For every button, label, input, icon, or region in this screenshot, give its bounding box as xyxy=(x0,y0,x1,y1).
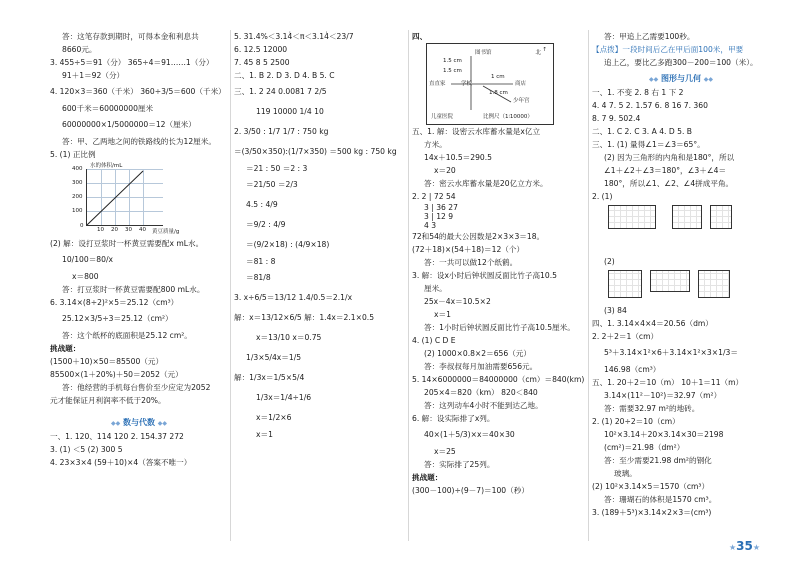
grid-drawings xyxy=(592,268,770,304)
text-line: 3. 455÷5＝91（分） 365÷4＝91……1（分） xyxy=(50,58,214,67)
text-line: (2) 10²×3.14×5＝1570（cm³） xyxy=(592,482,710,491)
text-line: 玻璃。 xyxy=(614,469,637,478)
text-line: 追上乙，要比乙多跑300－200＝100（米）。 xyxy=(604,58,758,67)
chart-y-tick: 100 xyxy=(72,208,83,214)
text-line: 三、1. 2 24 0.0081 7 2/5 xyxy=(234,87,327,96)
map-lines xyxy=(427,44,553,124)
map-distance: 1.5 cm xyxy=(443,58,462,64)
text-line: x＝1 xyxy=(256,430,273,439)
text-line: x＝20 xyxy=(434,166,456,175)
map-distance: 1.8 cm xyxy=(489,90,508,96)
text-line: ＝21 : 50 ＝2 : 3 xyxy=(246,164,308,173)
answer-column-2 xyxy=(234,30,404,441)
text-line: x＝13/10 x＝0.75 xyxy=(256,333,322,342)
proportion-line xyxy=(87,169,163,225)
text-line: 3. x÷6/5＝13/12 1.4/0.5＝2.1/x xyxy=(234,293,353,302)
text-line: 3. (189＋5³)×3.14×2×3＝(cm³) xyxy=(592,508,712,517)
text-line: 答：至少需要21.98 dm²的钢化 xyxy=(604,456,712,465)
text-line: 4 3 xyxy=(424,221,437,230)
text-line: 3. (1) ＜5 (2) 300 5 xyxy=(50,445,123,454)
text-line: 解：x＝13/12×6/5 解：1.4x＝2.1×0.5 xyxy=(234,313,375,322)
text-line: 25.12×3/5÷3＝25.12（cm²） xyxy=(62,314,173,323)
section-number: 四、 xyxy=(412,32,428,41)
text-line: 五、1. 解：设密云水库蓄水量是x亿立 xyxy=(412,127,541,136)
text-line: (300－100)÷(9－7)＝100（秒） xyxy=(412,486,529,495)
chart-x-tick: 30 xyxy=(125,227,132,233)
text-line: 解：1/3x＝1/5×5/4 xyxy=(234,373,305,382)
north-arrow-icon: ↑ xyxy=(542,47,547,53)
section-heading: ◆◆ 图形与几何 ◆◆ xyxy=(648,74,714,83)
chart-x-tick: 20 xyxy=(111,227,118,233)
chart-y-tick: 400 xyxy=(72,166,83,172)
grid-rectangle xyxy=(608,270,642,298)
text-line: 2. 3/50 : 1/7 1/7 : 750 kg xyxy=(234,127,329,136)
text-line: 答：打豆浆时一杯黄豆需要配800 mL水。 xyxy=(62,285,205,294)
grid-drawings xyxy=(592,203,770,255)
text-line: 119 10000 1/4 10 xyxy=(256,107,324,116)
text-line: 5. 31.4%＜3.14̇＜π＜3.14̇＜23/7 xyxy=(234,32,354,41)
text-line: 答：他经营的手机每台售价至少应定为2052 xyxy=(62,383,211,392)
text-line: 2. 2＋2＝1（cm） xyxy=(592,332,659,341)
challenge-label: 挑战题： xyxy=(412,473,443,482)
text-line: 二、1. B 2. D 3. D 4. B 5. C xyxy=(234,71,335,80)
text-line: 10/100＝80/x xyxy=(62,255,114,264)
text-line: 60000000×1/5000000＝12（厘米） xyxy=(62,120,196,129)
text-line: 3. 解：设x小时后钟状圆反面比竹子高10.5 xyxy=(412,271,557,280)
text-line: 2. (1) xyxy=(592,192,613,201)
text-line: 5. (1) 正比例 xyxy=(50,150,96,159)
text-line: 三、1. (1) 量得∠1＝∠3＝65°。 xyxy=(592,140,705,149)
text-line: 4.5 : 4/9 xyxy=(246,200,278,209)
text-line: 答：密云水库蓄水量是20亿立方米。 xyxy=(424,179,548,188)
text-line: ＝(3/50×350):(1/7×350) ＝500 kg : 750 kg xyxy=(234,147,397,156)
text-line: 7. 45 8 5 2500 xyxy=(234,58,290,67)
text-line: 180°，所以∠1、∠2、∠4拼成平角。 xyxy=(604,179,734,188)
map-label-north: 北 xyxy=(535,50,541,56)
text-line: 6. 12.5 12000 xyxy=(234,45,288,54)
text-line: 元才能保证月利润率不低于20%。 xyxy=(50,396,166,405)
text-line: ＝81 : 8 xyxy=(246,257,276,266)
text-line: x＝800 xyxy=(72,272,99,281)
map-label-store: 商店 xyxy=(515,81,527,87)
section-heading: ◆◆ 数与代数 ◆◆ xyxy=(110,418,168,427)
text-line: 2. (1) 20÷2＝10（cm） xyxy=(592,417,680,426)
answer-column-1 xyxy=(50,30,228,469)
text-line: (3) 84 xyxy=(604,306,627,315)
text-line: 3 | 36 27 xyxy=(424,203,458,212)
challenge-label: 挑战题： xyxy=(50,344,81,353)
chart-y-axis-label: 水的体积/mL xyxy=(90,163,123,169)
text-line: ＝9/2 : 4/9 xyxy=(246,220,286,229)
text-line: (72＋18)×(54＋18)＝12（个） xyxy=(412,245,525,254)
proportion-line-chart xyxy=(64,161,184,237)
text-line: x＝1 xyxy=(434,310,451,319)
text-line: 8. 7 9. 502.4 xyxy=(592,114,641,123)
text-line: 4. 4 7. 5 2. 1.57 6. 8 16 7. 360 xyxy=(592,101,708,110)
grid-rectangle xyxy=(698,270,730,298)
text-line: (1500＋10)×50＝85500（元） xyxy=(50,357,164,366)
text-line: 8660元。 xyxy=(62,45,97,54)
text-line: ＝81/8 xyxy=(246,273,271,282)
map-label-youth-palace: 少年宫 xyxy=(513,98,530,104)
text-line: 3.14×(11²－10²)＝32.97（m²） xyxy=(604,391,722,400)
text-line: 一、1. 不变 2. 8 右 1 下 2 xyxy=(592,88,684,97)
grid-rectangle xyxy=(608,205,656,229)
text-line: ＝21/50 ＝2/3 xyxy=(246,180,298,189)
chart-x-tick: 10 xyxy=(97,227,104,233)
text-line: 4. 120×3＝360（千米） 360÷3/5＝600（千米） xyxy=(50,87,226,96)
text-line: 答：需要32.97 m²的地砖。 xyxy=(604,404,700,413)
chart-y-tick: 200 xyxy=(72,194,83,200)
text-line: 72和54的最大公因数是2×3×3＝18。 xyxy=(412,232,545,241)
chart-y-tick: 0 xyxy=(80,223,84,229)
text-line: (cm²)＝21.98（dm²） xyxy=(604,443,685,452)
grid-rectangle xyxy=(710,205,732,229)
text-line: 答：珊瑚石的体积是1570 cm³。 xyxy=(604,495,717,504)
text-line: 答：这列动车4小时不能到达乙地。 xyxy=(424,401,543,410)
text-line: 2. 2 | 72 54 xyxy=(412,192,456,201)
answer-column-4 xyxy=(592,30,770,519)
text-line: 4. 23×3×4 (59＋10)×4（答案不唯一） xyxy=(50,458,192,467)
chart-x-axis-label: 黄豆质量/g xyxy=(152,229,180,235)
answer-column-3 xyxy=(412,30,590,497)
text-line: 答：实际排了25列。 xyxy=(424,460,495,469)
text-line: 五、1. 20＋2＝10（m） 10＋1＝11（m） xyxy=(592,378,744,387)
text-line: 5³＋3.14×1²×6＋3.14×1²×3×1/3＝ xyxy=(604,348,738,357)
text-line: 四、1. 3.14×4×4＝20.56（dm） xyxy=(592,319,713,328)
chart-grid xyxy=(86,169,163,226)
text-line: 146.98（cm³） xyxy=(604,365,661,374)
text-line: 厘米。 xyxy=(424,284,447,293)
text-line: 方米。 xyxy=(424,140,447,149)
text-line: (2) 1000×0.8×2＝656（元） xyxy=(424,349,531,358)
text-line: 1/3x＝1/4÷1/6 xyxy=(256,393,312,402)
map-label-school: 学校 xyxy=(461,81,473,87)
text-line: (2) xyxy=(604,257,615,266)
text-line: 3 | 12 9 xyxy=(424,212,454,221)
text-line: 答：这个纸杯的底面积是25.12 cm²。 xyxy=(62,331,192,340)
text-line: 4. (1) C D E xyxy=(412,336,456,345)
text-line: 14x＋10.5＝290.5 xyxy=(424,153,492,162)
text-line: 答：甲追上乙需要100秒。 xyxy=(604,32,695,41)
text-line: 25x－4x＝10.5×2 xyxy=(424,297,491,306)
map-label-hospital: 儿童医院 xyxy=(431,114,454,120)
text-line: 5. 14×6000000＝84000000（cm）＝840(km) xyxy=(412,375,585,384)
text-line: 二、1. C 2. C 3. A 4. D 5. B xyxy=(592,127,692,136)
text-line: 答：一共可以做12个纸鹤。 xyxy=(424,258,518,267)
text-line: 答：1小时后钟状圆反面比竹子高10.5厘米。 xyxy=(424,323,575,332)
page-number: ★35★ xyxy=(728,539,760,553)
location-map xyxy=(426,43,554,125)
text-line: 一、1. 120、114 120 2. 154.37 272 xyxy=(50,432,184,441)
text-line: x＝25 xyxy=(434,447,456,456)
chart-x-tick: 40 xyxy=(139,227,146,233)
hint-line: 【点拨】一段时间后乙在甲后面100米，甲要 xyxy=(592,45,744,54)
text-line: 40×(1＋5/3)×x＝40×30 xyxy=(424,430,515,439)
text-line: 6. 3.14×(8÷2)²×5＝25.12（cm³） xyxy=(50,298,179,307)
text-line: (2) 因为三角形的内角和是180°，所以 xyxy=(604,153,735,162)
text-line: 1/3×5/4x＝1/5 xyxy=(246,353,302,362)
column-divider xyxy=(408,30,409,541)
text-line: 答：这笔存款到期时，可得本金和利息共 xyxy=(62,32,199,41)
map-distance: 1.5 cm xyxy=(443,68,462,74)
chart-y-tick: 300 xyxy=(72,180,83,186)
grid-rectangle xyxy=(650,270,690,292)
text-line: 85500×(1＋20%)＋50＝2052（元） xyxy=(50,370,183,379)
map-distance: 1 cm xyxy=(491,74,505,80)
text-line: ＝(9/2×18) : (4/9×18) xyxy=(246,240,330,249)
text-line: 6. 解：设实际排了x列。 xyxy=(412,414,495,423)
text-line: ∠1＋∠2＋∠3＝180°，∠3＋∠4＝ xyxy=(604,166,727,175)
map-label-library: 图书馆 xyxy=(475,50,492,56)
map-scale: 比例尺（1∶10000） xyxy=(483,114,533,120)
column-divider xyxy=(230,30,231,541)
text-line: x＝1/2×6 xyxy=(256,413,292,422)
text-line: 205×4＝820（km） 820＜840 xyxy=(424,388,538,397)
text-line: 600千米＝60000000厘米 xyxy=(62,104,154,113)
text-line: 10²×3.14＋20×3.14×30＝2198 xyxy=(604,430,724,439)
grid-rectangle xyxy=(672,205,702,229)
map-label-home: 直直家 xyxy=(429,81,446,87)
text-line: 答：甲、乙两地之间的铁路线的长为12厘米。 xyxy=(62,137,216,146)
text-line: (2) 解：设打豆浆时一杯黄豆需要配x mL水。 xyxy=(50,239,204,248)
text-line: 答：李叔叔每月加油需要656元。 xyxy=(424,362,538,371)
text-line: 91＋1＝92（分） xyxy=(62,71,125,80)
